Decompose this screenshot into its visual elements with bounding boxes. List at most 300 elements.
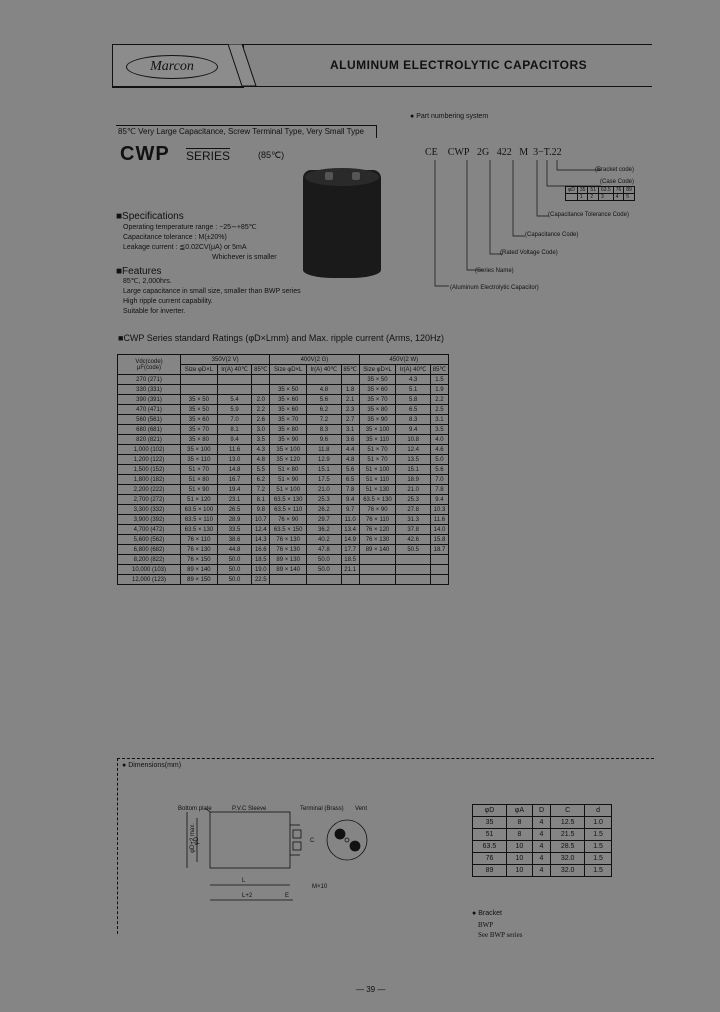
rating-cell: 25.3 (307, 495, 342, 505)
rating-cell: 51 × 130 (359, 485, 396, 495)
table-row (118, 385, 449, 395)
rating-cell: 10.3 (430, 505, 448, 515)
l-label: L (242, 878, 246, 884)
capacitance-cell: 390 (391) (118, 395, 181, 405)
voltage-label: (Rated Voltage Code) (500, 250, 558, 256)
bracket-line: BWP (478, 921, 494, 929)
capacitance-cell: 3,900 (392) (118, 515, 181, 525)
rating-cell (307, 575, 342, 585)
case-cell: 35 (577, 187, 588, 194)
rating-cell (181, 375, 218, 385)
sub-header: Ir(A) 40℃ (396, 365, 431, 375)
rating-cell: 35 × 120 (270, 455, 307, 465)
table-row (118, 425, 449, 435)
header-top-rule (242, 44, 652, 45)
capacitance-cell: 560 (561) (118, 415, 181, 425)
rating-cell: 51 × 120 (181, 495, 218, 505)
rating-cell: 11.6 (430, 515, 448, 525)
ratings-title: ■CWP Series standard Ratings (φD×Lmm) and Max. ripple current (Arms, 120Hz) (118, 333, 444, 343)
rating-cell: 63.5 × 130 (359, 495, 396, 505)
case-cell: 89 (624, 187, 635, 194)
part-numbering-title: ● Part numbering system (410, 113, 489, 120)
rating-cell: 16.7 (217, 475, 252, 485)
capacitance-cell: 1,000 (102) (118, 445, 181, 455)
table-row (118, 485, 449, 495)
rating-cell: 9.4 (341, 495, 359, 505)
specifications-heading: ■Specifications (116, 211, 184, 222)
rating-cell: 33.5 (217, 525, 252, 535)
rating-cell: 13.0 (217, 455, 252, 465)
capacitance-cell: 270 (271) (118, 375, 181, 385)
rating-cell: 35 × 80 (270, 425, 307, 435)
table-row (118, 405, 449, 415)
rating-cell: 3.1 (430, 415, 448, 425)
case-cell: 5 (624, 194, 635, 201)
rating-cell: 3.5 (430, 425, 448, 435)
terminal-label: Terminal (Brass) (300, 806, 344, 812)
rating-cell: 89 × 140 (181, 565, 218, 575)
rating-cell: 40.2 (307, 535, 342, 545)
features-heading: ■Features (116, 266, 162, 277)
rating-cell: 4.4 (341, 445, 359, 455)
rating-cell: 26.5 (217, 505, 252, 515)
feature-line: 85℃, 2,000hrs. (123, 278, 172, 285)
table-row (118, 455, 449, 465)
rating-cell: 3.0 (252, 425, 270, 435)
rating-cell: 5.6 (307, 395, 342, 405)
rating-cell: 15.8 (430, 535, 448, 545)
rating-cell: 76 × 130 (270, 545, 307, 555)
phid-dim-label: φD+2 max. (189, 823, 196, 853)
table-row (473, 841, 612, 853)
rating-cell: 7.2 (252, 485, 270, 495)
rating-cell: 10.7 (252, 515, 270, 525)
features-list (123, 277, 343, 317)
dim-header: C (551, 805, 585, 817)
rating-cell: 35 × 70 (270, 415, 307, 425)
rating-cell (341, 375, 359, 385)
sub-header: Ir(A) 40℃ (307, 365, 342, 375)
terminal-1 (325, 172, 333, 180)
series-name-label: (Series Name) (475, 268, 514, 274)
rating-cell (430, 565, 448, 575)
rating-cell: 6.2 (252, 475, 270, 485)
rating-cell: 42.6 (396, 535, 431, 545)
voltage-header: 400V(2 G) (270, 355, 359, 365)
voltage-header: 350V(2 V) (181, 355, 270, 365)
rating-cell: 50.0 (217, 575, 252, 585)
capacitance-label: (Capacitance Code) (525, 232, 579, 238)
rating-cell: 11.0 (341, 515, 359, 525)
capacitor-top (305, 168, 379, 186)
capacitance-cell: 470 (471) (118, 405, 181, 415)
corner-vdc: Vdc(code) (135, 358, 163, 365)
dim-cell: 32.0 (551, 853, 585, 865)
rating-cell: 89 × 140 (359, 545, 396, 555)
rating-cell: 27.8 (396, 505, 431, 515)
rating-cell (181, 385, 218, 395)
spec-line: Whichever is smaller (212, 254, 277, 261)
rating-cell: 6.2 (307, 405, 342, 415)
dim-header: d (585, 805, 612, 817)
rating-cell: 47.8 (307, 545, 342, 555)
rating-cell: 12.4 (252, 525, 270, 535)
case-cell: 2 (588, 194, 599, 201)
rating-cell: 7.8 (341, 485, 359, 495)
rating-cell: 4.6 (430, 445, 448, 455)
rating-cell: 1.5 (430, 375, 448, 385)
capacitance-cell: 820 (821) (118, 435, 181, 445)
rating-cell: 14.0 (430, 525, 448, 535)
rating-cell: 5.1 (396, 385, 431, 395)
rating-cell: 63.5 × 130 (181, 525, 218, 535)
rating-cell: 11.6 (217, 445, 252, 455)
rating-cell: 50.0 (307, 565, 342, 575)
rating-cell: 28.9 (217, 515, 252, 525)
rating-cell: 15.1 (307, 465, 342, 475)
rating-cell: 2.1 (341, 395, 359, 405)
rating-cell: 1.9 (430, 385, 448, 395)
dim-header: φD (473, 805, 507, 817)
rating-cell (252, 385, 270, 395)
case-cell: 76 (613, 187, 624, 194)
table-row (118, 475, 449, 485)
rating-cell (359, 565, 396, 575)
rating-cell: 35 × 90 (270, 435, 307, 445)
sub-header: Size φD×L (359, 365, 396, 375)
rating-cell: 35 × 50 (270, 385, 307, 395)
feature-line: Large capacitance in small size, smaller than BWP series (123, 288, 301, 295)
dim-cell: 4 (532, 853, 550, 865)
rating-cell: 9.4 (396, 425, 431, 435)
case-code-table (565, 186, 635, 201)
rating-cell: 18.5 (252, 555, 270, 565)
table-row (118, 415, 449, 425)
rating-cell: 11.8 (307, 445, 342, 455)
table-row (118, 545, 449, 555)
rating-cell (270, 375, 307, 385)
rating-cell: 5.9 (217, 405, 252, 415)
rating-cell: 19.0 (252, 565, 270, 575)
rating-cell: 16.6 (252, 545, 270, 555)
m-label: M×10 (312, 884, 328, 890)
rating-cell: 63.5 × 110 (270, 505, 307, 515)
table-row (473, 853, 612, 865)
rating-cell: 8.1 (217, 425, 252, 435)
case-cell: 1 (577, 194, 588, 201)
rating-cell: 2.6 (252, 415, 270, 425)
part-code-row: CE CWP 2G 422 M 3−T.22 (425, 147, 562, 158)
rating-cell: 9.8 (252, 505, 270, 515)
capacitance-cell: 8,200 (822) (118, 555, 181, 565)
dim-cell: 1.5 (585, 829, 612, 841)
dimensions-table (472, 804, 612, 877)
dim-cell: 10 (506, 841, 532, 853)
feature-line: High ripple current capability. (123, 298, 213, 305)
rating-cell: 23.1 (217, 495, 252, 505)
case-cell: 4 (613, 194, 624, 201)
table-row (118, 445, 449, 455)
sub-header: 85℃ (341, 365, 359, 375)
case-code-label: (Case Code) (600, 179, 635, 185)
table-row (118, 575, 449, 585)
rating-cell: 35 × 50 (359, 375, 396, 385)
rating-cell: 13.4 (341, 525, 359, 535)
bottom-plate-label: Bottom plate (178, 806, 212, 812)
table-row (118, 565, 449, 575)
dim-cell: 4 (532, 841, 550, 853)
rating-cell (252, 375, 270, 385)
sub-header: Size φD×L (270, 365, 307, 375)
rating-cell: 13.5 (396, 455, 431, 465)
rating-cell: 9.4 (217, 435, 252, 445)
rating-cell: 6.5 (341, 475, 359, 485)
series-label: SERIES (186, 149, 231, 163)
table-row (118, 505, 449, 515)
rating-cell: 2.0 (252, 395, 270, 405)
rating-cell: 7.0 (430, 475, 448, 485)
table-row (118, 495, 449, 505)
rating-cell: 7.0 (217, 415, 252, 425)
dim-cell: 35 (473, 817, 507, 829)
rating-cell: 12.4 (396, 445, 431, 455)
rating-cell: 1.8 (341, 385, 359, 395)
rating-cell: 3.6 (341, 435, 359, 445)
aluminum-label: (Aluminum Electrolytic Capacitor) (450, 285, 539, 291)
rating-cell: 6.5 (396, 405, 431, 415)
dim-cell: 4 (532, 817, 550, 829)
dim-cell: 1.5 (585, 841, 612, 853)
table-row (118, 435, 449, 445)
rating-cell (396, 575, 431, 585)
dim-cell: 8 (506, 829, 532, 841)
rating-cell (430, 555, 448, 565)
rating-cell: 35 × 80 (359, 405, 396, 415)
rating-cell: 8.1 (252, 495, 270, 505)
capacitance-cell: 1,200 (122) (118, 455, 181, 465)
rating-cell: 35 × 80 (181, 435, 218, 445)
table-row (118, 515, 449, 525)
phid-label: φD (194, 836, 201, 846)
dim-cell: 21.5 (551, 829, 585, 841)
product-subtitle: 85℃ Very Large Capacitance, Screw Terminal Type, Very Small Type (118, 127, 364, 136)
rating-cell: 35 × 60 (270, 395, 307, 405)
rating-cell: 76 × 110 (181, 535, 218, 545)
tolerance-label: (Capacitance Tolerance Code) (548, 212, 629, 218)
rating-cell: 21.0 (396, 485, 431, 495)
dim-cell: 4 (532, 829, 550, 841)
rating-cell: 8.3 (396, 415, 431, 425)
spec-line: Operating temperature range : −25∼+85℃ (123, 224, 257, 231)
ratings-table (117, 354, 449, 585)
case-cell: φD (566, 187, 578, 194)
rating-cell: 89 × 140 (270, 565, 307, 575)
dim-cell: 89 (473, 865, 507, 877)
rating-cell: 50.0 (307, 555, 342, 565)
spec-line: Leakage current : ≦0.02CV(μA) or 5mA (123, 244, 247, 251)
l2-label: L+2 (242, 893, 253, 899)
series-temp: (85℃) (258, 150, 285, 160)
rating-cell (359, 555, 396, 565)
capacitance-cell: 2,700 (272) (118, 495, 181, 505)
pvc-label: P.V.C Sleeve (232, 806, 267, 812)
rating-cell: 35 × 70 (359, 395, 396, 405)
table-row (118, 535, 449, 545)
rating-cell: 76 × 110 (359, 515, 396, 525)
page-title: ALUMINUM ELECTROLYTIC CAPACITORS (330, 58, 588, 72)
capacitance-cell: 1,800 (182) (118, 475, 181, 485)
dim-cell: 12.5 (551, 817, 585, 829)
case-cell (566, 194, 578, 201)
header-bottom-rule (112, 86, 652, 87)
table-row (118, 525, 449, 535)
rating-cell: 17.5 (307, 475, 342, 485)
c-label: C (310, 838, 315, 844)
dim-header: φA (506, 805, 532, 817)
rating-cell: 8.3 (307, 425, 342, 435)
rating-cell: 29.7 (307, 515, 342, 525)
rating-cell: 9.4 (430, 495, 448, 505)
rating-cell: 51 × 80 (181, 475, 218, 485)
rating-cell: 31.3 (396, 515, 431, 525)
rating-cell: 21.1 (341, 565, 359, 575)
rating-cell (217, 375, 252, 385)
dim-cell: 76 (473, 853, 507, 865)
capacitance-cell: 680 (681) (118, 425, 181, 435)
capacitance-cell: 2,200 (222) (118, 485, 181, 495)
rating-cell: 51 × 100 (270, 485, 307, 495)
rating-cell: 14.3 (252, 535, 270, 545)
dim-header: D (532, 805, 550, 817)
table-row (473, 829, 612, 841)
rating-cell: 51 × 100 (359, 465, 396, 475)
dim-cell: 63.5 (473, 841, 507, 853)
voltage-header: 450V(2 W) (359, 355, 448, 365)
terminal-2 (352, 172, 360, 180)
rating-cell: 26.2 (307, 505, 342, 515)
table-row (118, 395, 449, 405)
rating-cell (270, 575, 307, 585)
rating-cell: 25.3 (396, 495, 431, 505)
rating-cell: 4.3 (396, 375, 431, 385)
rating-cell: 15.1 (396, 465, 431, 475)
rating-cell: 5.0 (430, 455, 448, 465)
rating-cell: 51 × 70 (359, 455, 396, 465)
header-slant (228, 44, 258, 87)
dimensions-heading: ● Dimensions(mm) (122, 762, 182, 769)
case-cell: 3 (598, 194, 613, 201)
rating-cell: 5.6 (430, 465, 448, 475)
rating-cell: 38.6 (217, 535, 252, 545)
rating-cell: 35 × 110 (359, 435, 396, 445)
rating-cell: 18.7 (430, 545, 448, 555)
rating-cell: 76 × 130 (270, 535, 307, 545)
rating-cell: 35 × 100 (181, 445, 218, 455)
product-name: CWP (120, 143, 170, 165)
table-row (118, 375, 449, 385)
rating-cell: 35 × 50 (181, 405, 218, 415)
dim-cell: 4 (532, 865, 550, 877)
rating-cell: 51 × 90 (270, 475, 307, 485)
rating-cell: 17.7 (341, 545, 359, 555)
dim-cell: 10 (506, 865, 532, 877)
table-row (118, 555, 449, 565)
rating-cell: 44.8 (217, 545, 252, 555)
sub-header: 85℃ (252, 365, 270, 375)
rating-cell: 76 × 90 (270, 515, 307, 525)
rating-cell (341, 575, 359, 585)
case-cell: 51 (588, 187, 599, 194)
rating-cell: 5.6 (341, 465, 359, 475)
dim-cell: 28.5 (551, 841, 585, 853)
table-row (473, 865, 612, 877)
rating-cell: 3.1 (341, 425, 359, 435)
rating-cell (359, 575, 396, 585)
rating-cell: 9.7 (341, 505, 359, 515)
specifications-list (123, 223, 323, 263)
rating-cell: 63.5 × 110 (181, 515, 218, 525)
dim-cell: 51 (473, 829, 507, 841)
rating-cell: 2.3 (341, 405, 359, 415)
rating-cell: 35 × 100 (359, 425, 396, 435)
rating-cell: 2.2 (252, 405, 270, 415)
rating-cell: 63.5 × 150 (270, 525, 307, 535)
rating-cell (430, 575, 448, 585)
rating-cell: 50.0 (217, 555, 252, 565)
rating-cell: 3.5 (252, 435, 270, 445)
rating-cell: 19.4 (217, 485, 252, 495)
rating-cell (396, 555, 431, 565)
rating-cell: 2.5 (430, 405, 448, 415)
rating-cell: 35 × 60 (270, 405, 307, 415)
table-row (473, 817, 612, 829)
e-label: E (285, 893, 290, 899)
rating-cell: 51 × 80 (270, 465, 307, 475)
corner-uf: μF(code) (136, 364, 162, 371)
rating-cell: 18.9 (396, 475, 431, 485)
capacitance-cell: 5,600 (562) (118, 535, 181, 545)
rating-cell: 4.8 (252, 455, 270, 465)
rating-cell: 9.6 (307, 435, 342, 445)
rating-cell: 7.8 (430, 485, 448, 495)
rating-cell: 18.5 (341, 555, 359, 565)
rating-cell: 21.0 (307, 485, 342, 495)
rating-cell (217, 385, 252, 395)
rating-cell: 10.8 (396, 435, 431, 445)
bracket-heading: ● Bracket (472, 910, 502, 917)
capacitance-cell: 10,000 (103) (118, 565, 181, 575)
rating-cell: 76 × 130 (181, 545, 218, 555)
rating-cell: 35 × 110 (181, 455, 218, 465)
capacitance-cell: 4,700 (472) (118, 525, 181, 535)
vent-label: Vent (355, 806, 368, 812)
spec-line: Capacitance tolerance : M(±20%) (123, 234, 227, 241)
rating-cell: 51 × 70 (181, 465, 218, 475)
rating-cell: 4.3 (252, 445, 270, 455)
rating-cell: 2.7 (341, 415, 359, 425)
table-row (118, 465, 449, 475)
marcon-logo: Marcon (126, 55, 218, 79)
corner-header (118, 355, 181, 375)
rating-cell: 5.8 (396, 395, 431, 405)
rating-cell: 36.2 (307, 525, 342, 535)
bracket-line: See BWP series (478, 931, 523, 939)
dim-cell: 32.0 (551, 865, 585, 877)
sub-header: Ir(A) 40℃ (217, 365, 252, 375)
dim-cell: 1.5 (585, 865, 612, 877)
rating-cell: 50.0 (217, 565, 252, 575)
rating-cell: 22.5 (252, 575, 270, 585)
